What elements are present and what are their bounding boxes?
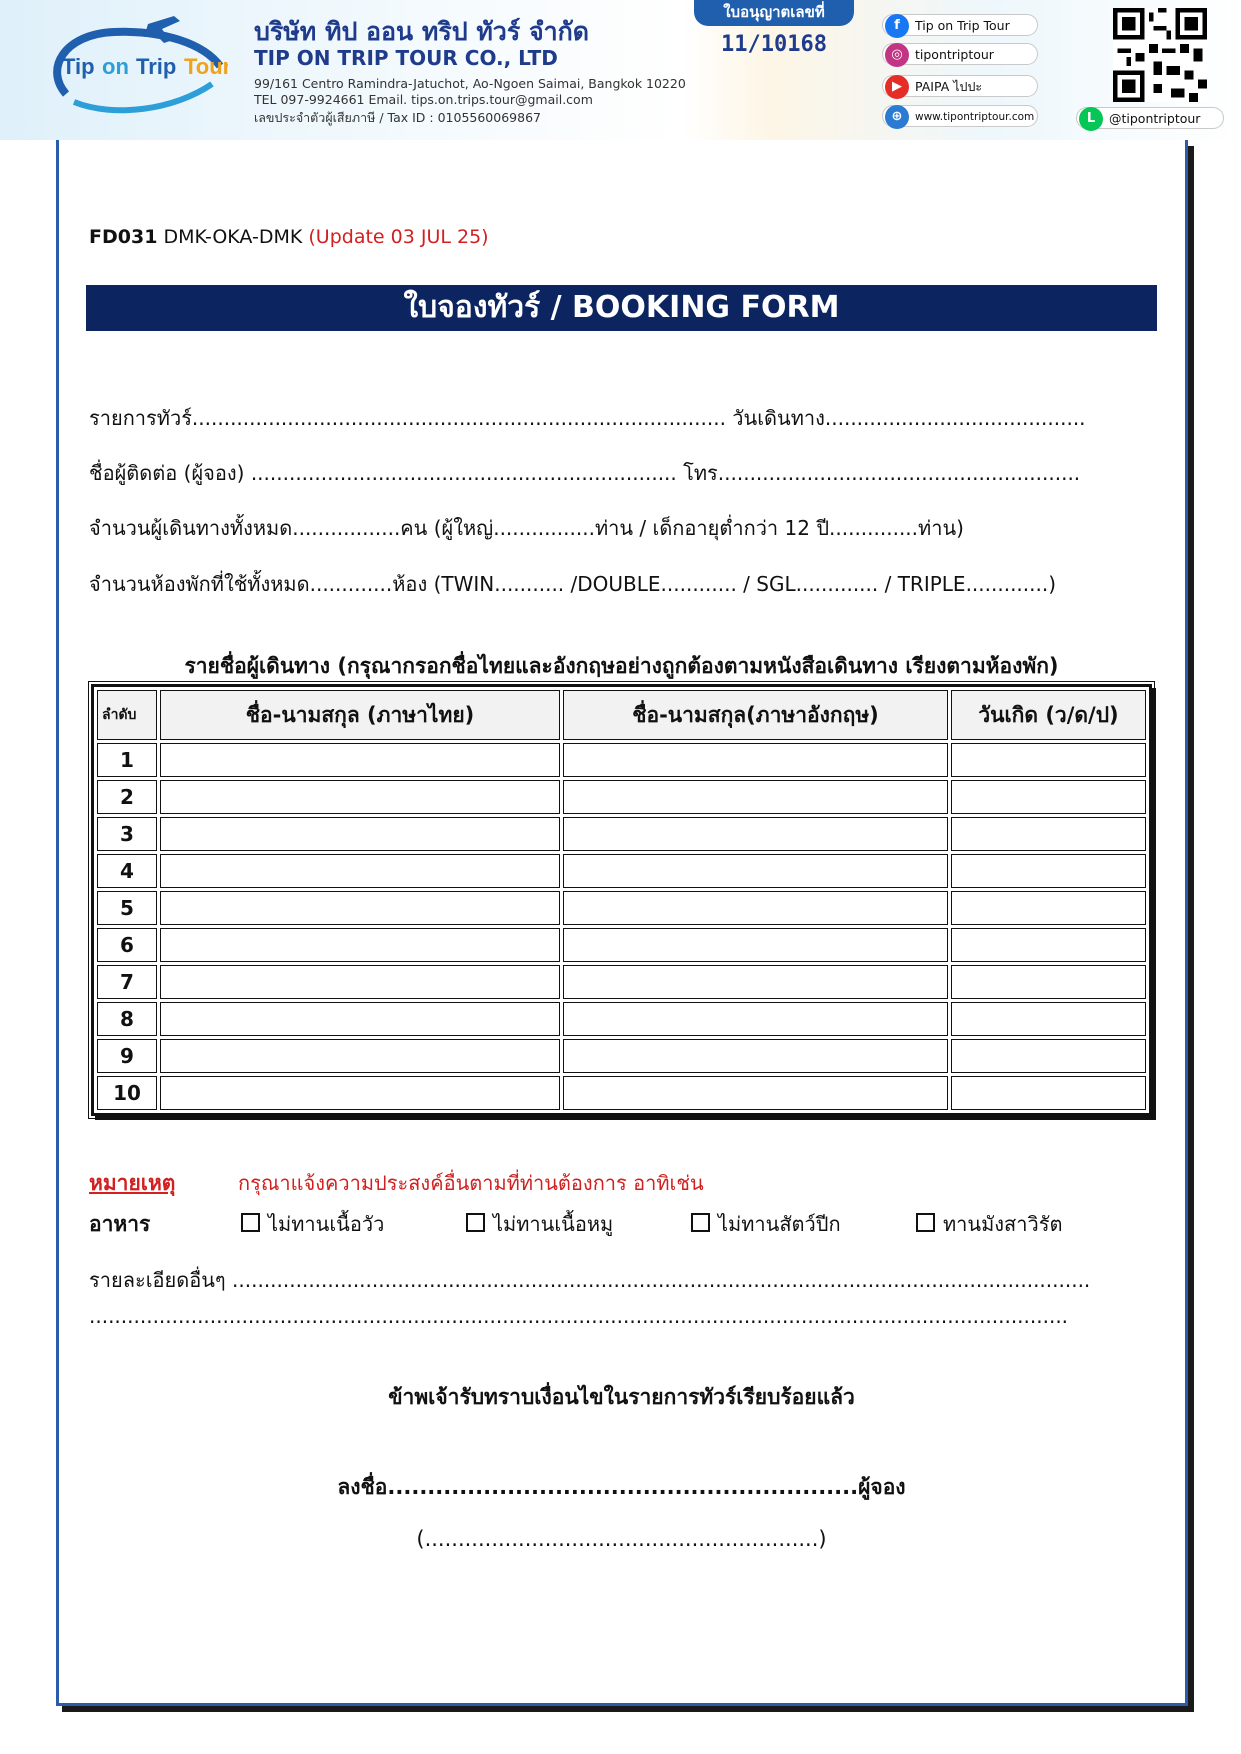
checkbox-icon[interactable]: [466, 1213, 485, 1232]
row-number: 8: [97, 1002, 157, 1036]
svg-text:on: on: [102, 54, 129, 79]
thai-name-cell[interactable]: [160, 1076, 560, 1110]
form-title: ใบจองทัวร์ / BOOKING FORM: [86, 285, 1157, 331]
checkbox-icon[interactable]: [241, 1213, 260, 1232]
birthdate-cell[interactable]: [951, 891, 1146, 925]
remark-text: กรุณาแจ้งความประสงค์อื่นตามที่ท่านต้องการ อาทิเช่น: [238, 1171, 704, 1195]
birthdate-cell[interactable]: [951, 1076, 1146, 1110]
table-row: [97, 1039, 1146, 1073]
social-label: tipontriptour: [915, 47, 994, 62]
row-number: 6: [97, 928, 157, 962]
column-header-number: ลำดับ: [97, 690, 157, 740]
english-name-cell[interactable]: [563, 1002, 948, 1036]
route-code: DMK-OKA-DMK: [163, 226, 303, 248]
other-details-field-continued[interactable]: ..........................................................................................................................................................: [89, 1304, 1069, 1328]
passenger-list-heading: รายชื่อผู้เดินทาง (กรุณากรอกชื่อไทยและอังกฤษอย่างถูกต้องตามหนังสือเดินทาง เรียงตามห้องพัก): [184, 654, 1059, 678]
table-row: [97, 854, 1146, 888]
birthdate-cell[interactable]: [951, 780, 1146, 814]
column-header-english-name: ชื่อ-นามสกุล(ภาษาอังกฤษ): [563, 690, 948, 740]
column-header-thai-name: ชื่อ-นามสกุล (ภาษาไทย): [160, 690, 560, 740]
row-number: 10: [97, 1076, 157, 1110]
instagram-icon: ◎: [885, 43, 909, 67]
room-count-field[interactable]: จำนวนห้องพักที่ใช้ทั้งหมด.............ห้อง (TWIN........... /DOUBLE............ / SGL............. / TRIPLE.............): [89, 572, 1057, 596]
thai-name-cell[interactable]: [160, 928, 560, 962]
english-name-cell[interactable]: [563, 780, 948, 814]
birthdate-cell[interactable]: [951, 1039, 1146, 1073]
social-label: PAIPA ไปปะ: [915, 79, 983, 94]
birthdate-cell[interactable]: [951, 928, 1146, 962]
svg-text:Tip: Tip: [62, 54, 95, 79]
row-number: 1: [97, 743, 157, 777]
thai-name-cell[interactable]: [160, 1039, 560, 1073]
other-details-field[interactable]: รายละเอียดอื่นๆ .......................................................................................................................................: [89, 1268, 1091, 1292]
signature-line[interactable]: ลงชื่อ...........................................................ผู้จอง: [337, 1475, 906, 1499]
social-label: @tipontriptour: [1109, 111, 1201, 126]
birthdate-cell[interactable]: [951, 965, 1146, 999]
traveler-count-field[interactable]: จำนวนผู้เดินทางทั้งหมด.................คน (ผู้ใหญ่................ท่าน / เด็กอายุต่ำกว่า 12 ปี..............ท่าน): [89, 516, 964, 540]
checkbox-icon[interactable]: [691, 1213, 710, 1232]
food-label: อาหาร: [89, 1212, 151, 1236]
social-line[interactable]: [1076, 107, 1224, 129]
english-name-cell[interactable]: [563, 891, 948, 925]
license-label: ใบอนุญาตเลขที่: [694, 0, 854, 26]
food-option-label: ไม่ทานเนื้อหมู: [493, 1212, 614, 1236]
birthdate-cell[interactable]: [951, 854, 1146, 888]
thai-name-cell[interactable]: [160, 743, 560, 777]
social-youtube[interactable]: [882, 75, 1038, 97]
company-address: 99/161 Centro Ramindra-Jatuchot, Ao-Ngoen Saimai, Bangkok 10220: [254, 76, 686, 91]
qr-code-graphic: [1113, 8, 1207, 102]
english-name-cell[interactable]: [563, 928, 948, 962]
thai-name-cell[interactable]: [160, 780, 560, 814]
english-name-cell[interactable]: [563, 854, 948, 888]
youtube-icon: ▶: [885, 75, 909, 99]
passenger-table: [91, 684, 1152, 1116]
social-instagram[interactable]: [882, 43, 1038, 65]
acknowledgement-text: ข้าพเจ้ารับทราบเงื่อนไขในรายการทัวร์เรียบร้อยแล้ว: [388, 1385, 855, 1409]
printed-name-line[interactable]: (...........................................................): [416, 1527, 827, 1551]
facebook-icon: f: [885, 14, 909, 38]
social-label: www.tipontriptour.com: [915, 111, 1035, 123]
table-header-row: [97, 690, 1146, 740]
row-number: 2: [97, 780, 157, 814]
license-badge: [694, 0, 854, 66]
social-label: Tip on Trip Tour: [915, 18, 1010, 33]
form-code: FD031: [89, 226, 158, 248]
update-date: (Update 03 JUL 25): [308, 226, 489, 248]
column-header-birthdate: วันเกิด (ว/ด/ป): [951, 690, 1146, 740]
english-name-cell[interactable]: [563, 1039, 948, 1073]
english-name-cell[interactable]: [563, 817, 948, 851]
row-number: 5: [97, 891, 157, 925]
row-number: 9: [97, 1039, 157, 1073]
food-option-label: ไม่ทานเนื้อวัว: [268, 1212, 385, 1236]
table-row: [97, 743, 1146, 777]
remark-label: หมายเหตุ: [89, 1171, 176, 1195]
food-option-no-poultry[interactable]: [691, 1208, 841, 1240]
svg-text:Tour: Tour: [184, 54, 228, 79]
row-number: 7: [97, 965, 157, 999]
english-name-cell[interactable]: [563, 743, 948, 777]
company-logo: [44, 14, 228, 118]
food-option-vegetarian[interactable]: [916, 1208, 1062, 1240]
birthdate-cell[interactable]: [951, 743, 1146, 777]
table-row: [97, 891, 1146, 925]
svg-text:Trip: Trip: [136, 54, 177, 79]
license-number: 11/10168: [721, 32, 827, 57]
company-contact: TEL 097-9924661 Email. tips.on.trips.tour@gmail.com: [254, 92, 593, 107]
social-website[interactable]: [882, 105, 1038, 127]
tour-and-date-field[interactable]: รายการทัวร์.................................................................................... วันเดินทาง.........................................: [89, 406, 1086, 430]
thai-name-cell[interactable]: [160, 817, 560, 851]
social-facebook[interactable]: [882, 14, 1038, 36]
english-name-cell[interactable]: [563, 965, 948, 999]
thai-name-cell[interactable]: [160, 891, 560, 925]
table-row: [97, 817, 1146, 851]
logo-graphic: [44, 14, 228, 118]
food-option-no-beef[interactable]: [241, 1208, 384, 1240]
company-name-thai: บริษัท ทิป ออน ทริป ทัวร์ จำกัด: [254, 17, 590, 46]
contact-and-phone-field[interactable]: ชื่อผู้ติดต่อ (ผู้จอง) ................................................................... โทร.........................................................: [89, 461, 1081, 485]
english-name-cell[interactable]: [563, 1076, 948, 1110]
letterhead: [0, 0, 1241, 140]
qr-code: [1113, 8, 1207, 102]
food-option-label: ทานมังสาวิรัต: [943, 1212, 1063, 1236]
row-number: 4: [97, 854, 157, 888]
birthdate-cell[interactable]: [951, 817, 1146, 851]
birthdate-cell[interactable]: [951, 1002, 1146, 1036]
document-code: [89, 226, 489, 248]
table-row: [97, 780, 1146, 814]
thai-name-cell[interactable]: [160, 965, 560, 999]
website-icon: ⊕: [885, 105, 909, 129]
row-number: 3: [97, 817, 157, 851]
table-row: [97, 928, 1146, 962]
food-option-label: ไม่ทานสัตว์ปีก: [718, 1212, 841, 1236]
table-row: [97, 1002, 1146, 1036]
company-name-english: TIP ON TRIP TOUR CO., LTD: [254, 46, 558, 70]
table-row: [97, 1076, 1146, 1110]
thai-name-cell[interactable]: [160, 1002, 560, 1036]
line-icon: L: [1079, 107, 1103, 131]
company-tax-id: เลขประจำตัวผู้เสียภาษี / Tax ID : 0105560069867: [254, 110, 541, 125]
checkbox-icon[interactable]: [916, 1213, 935, 1232]
table-row: [97, 965, 1146, 999]
thai-name-cell[interactable]: [160, 854, 560, 888]
food-option-no-pork[interactable]: [466, 1208, 613, 1240]
